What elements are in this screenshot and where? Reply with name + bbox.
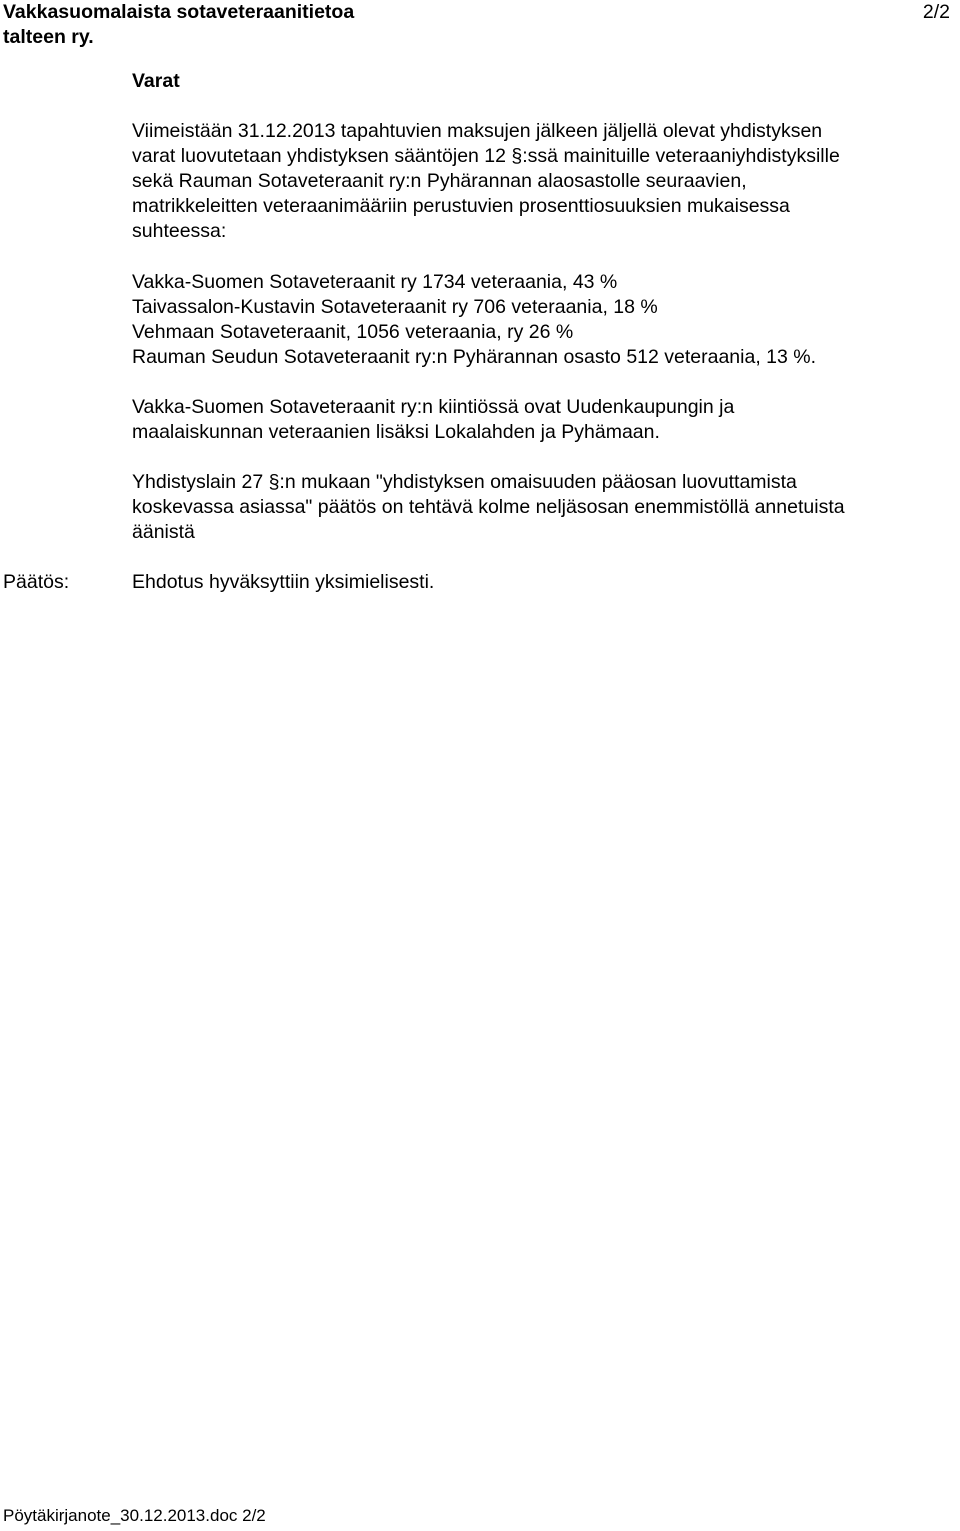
quota-line: Vakka-Suomen Sotaveteraanit ry:n kiintiössä ovat Uudenkaupungin ja [132,396,735,418]
law-line: Yhdistyslain 27 §:n mukaan "yhdistyksen omaisuuden pääosan luovuttamista [132,471,797,493]
organization-name-line-2: talteen ry. [3,26,94,48]
organization-name [3,0,503,50]
intro-line: sekä Rauman Sotaveteraanit ry:n Pyhärannan alaosastolle seuraavien, [132,170,747,192]
law-paragraph [132,470,932,545]
section-heading: Varat [132,70,180,92]
intro-line: varat luovutetaan yhdistyksen sääntöjen 12 §:ssä mainituille veteraaniyhdistyksille [132,145,840,167]
page-number: 2/2 [922,1,950,23]
distribution-item: Taivassalon-Kustavin Sotaveteraanit ry 706 veteraania, 18 % [132,296,658,318]
quota-line: maalaiskunnan veteraanien lisäksi Lokalahden ja Pyhämaan. [132,421,660,443]
law-line: äänistä [132,521,195,543]
law-line: koskevassa asiassa" päätös on tehtävä kolme neljäsosan enemmistöllä annetuista [132,496,845,518]
decision-label: Päätös: [3,571,70,593]
intro-line: suhteessa: [132,220,227,242]
distribution-list [132,270,932,370]
quota-paragraph [132,395,932,445]
intro-line: matrikkeleitten veteraanimääriin perustuvien prosenttiosuuksien mukaisessa [132,195,790,217]
distribution-item: Vehmaan Sotaveteraanit, 1056 veteraania, ry 26 % [132,321,574,343]
footer-document-name: Pöytäkirjanote_30.12.2013.doc 2/2 [3,1506,266,1525]
organization-name-line-1: Vakkasuomalaista sotaveteraanitietoa [3,1,355,23]
distribution-item: Rauman Seudun Sotaveteraanit ry:n Pyhärannan osasto 512 veteraania, 13 %. [132,346,817,368]
decision-text: Ehdotus hyväksyttiin yksimielisesti. [132,571,435,593]
distribution-item: Vakka-Suomen Sotaveteraanit ry 1734 veteraania, 43 % [132,271,618,293]
intro-paragraph [132,119,932,244]
intro-line: Viimeistään 31.12.2013 tapahtuvien maksujen jälkeen jäljellä olevat yhdistyksen [132,120,823,142]
